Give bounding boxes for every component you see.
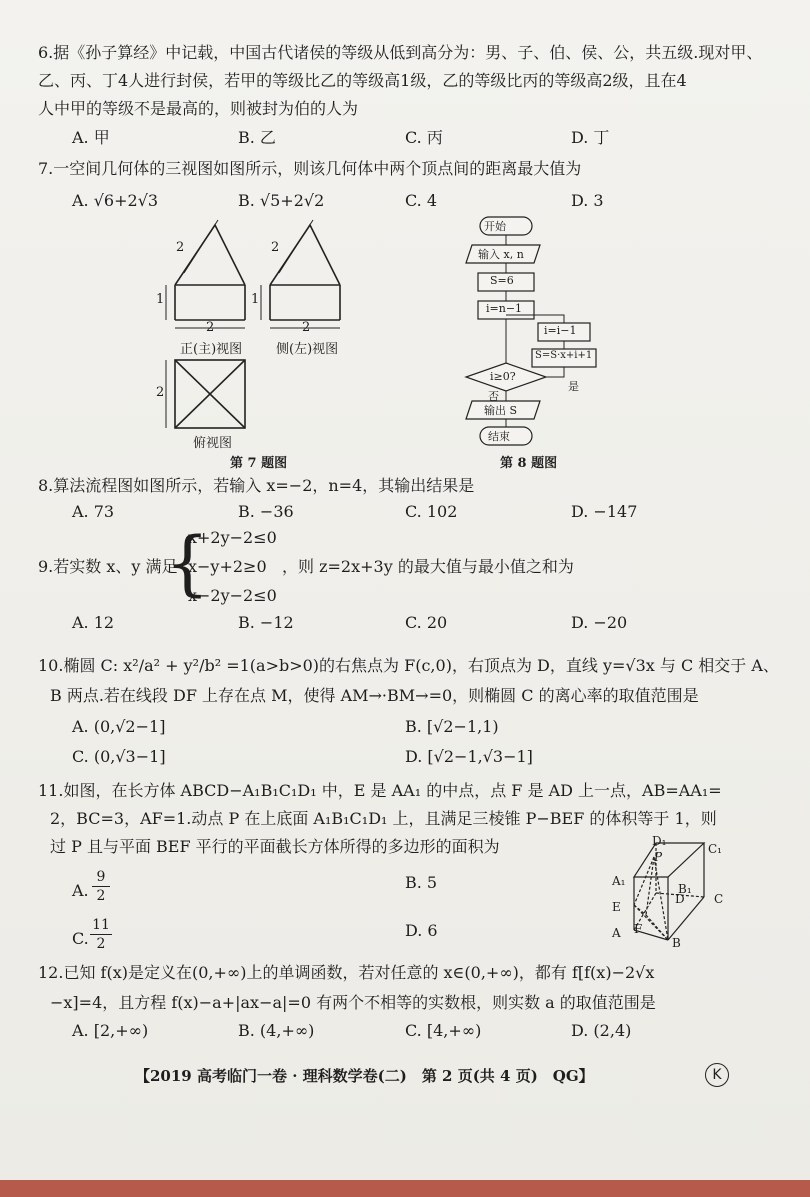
q10-option-c: C. (0,√3−1] xyxy=(72,747,166,766)
q9-constraint-1: x+2y−2≤0 xyxy=(188,528,277,547)
q7-line1: 7.一空间几何体的三视图如图所示，则该几何体中两个顶点间的距离最大值为 xyxy=(38,159,582,178)
fig7-side-dim-2: 2 xyxy=(271,240,280,255)
q12-line2: −x]=4，且方程 f(x)−a+|ax−a|=0 有两个不相等的实数根，则实数 a 的取值范围是 xyxy=(50,993,656,1012)
fig11-label-a1: A₁ xyxy=(612,874,626,888)
flow-update-s: S=S·x+i+1 xyxy=(535,350,593,361)
fig11-label-d1: D₁ xyxy=(652,834,667,848)
q9-option-c: C. 20 xyxy=(405,613,448,632)
q6-option-c: C. 丙 xyxy=(405,128,443,147)
q8-line1: 8.算法流程图如图所示，若输入 x=−2，n=4，其输出结果是 xyxy=(38,476,475,495)
q11-option-c-label: C. xyxy=(72,929,89,948)
q11-a-numerator: 9 xyxy=(92,868,110,887)
fig11-label-d: D xyxy=(675,892,685,906)
flow-input: 输入 x, n xyxy=(478,248,524,261)
q12-option-b: B. (4,+∞) xyxy=(238,1021,315,1040)
q11-line1: 11.如图，在长方体 ABCD−A₁B₁C₁D₁ 中，E 是 AA₁ 的中点，点 F 是 AD 上一点，AB=AA₁= xyxy=(38,781,722,800)
q10-option-d: D. [√2−1,√3−1] xyxy=(405,747,533,766)
flow-output: 输出 S xyxy=(484,404,518,417)
fig11-label-f: F xyxy=(634,922,643,936)
q11-a-denominator: 2 xyxy=(96,888,106,904)
fig7-side-caption: 侧(左)视图 xyxy=(276,342,339,357)
q9-suffix: ，则 z=2x+3y 的最大值与最小值之和为 xyxy=(282,557,574,576)
q9-option-a: A. 12 xyxy=(72,613,115,632)
fig7-front-dim-1: 1 xyxy=(156,292,165,307)
q11-option-c-fraction xyxy=(90,916,112,953)
q10-option-b: B. [√2−1,1) xyxy=(405,717,499,736)
q7-option-b: B. √5+2√2 xyxy=(238,191,325,210)
flow-no: 否 xyxy=(488,390,499,403)
q11-c-numerator: 11 xyxy=(90,916,112,935)
q10-line2: B 两点.若在线段 DF 上存在点 M，使得 AM→·BM→=0，则椭圆 C 的离心率的取值范围是 xyxy=(50,686,699,705)
q6-option-b: B. 乙 xyxy=(238,128,276,147)
fig7-top-dim-2: 2 xyxy=(156,385,165,400)
fig7-top-caption: 俯视图 xyxy=(193,436,233,451)
q11-line2: 2，BC=3，AF=1.动点 P 在上底面 A₁B₁C₁D₁ 上，且满足三棱锥 P−BEF 的体积等于 1，则 xyxy=(50,809,717,828)
q6-line1: 6.据《孙子算经》中记载，中国古代诸侯的等级从低到高分为：男、子、伯、侯、公，共五级.现对甲、 xyxy=(38,43,763,62)
page-footer: 【2019 高考临门一卷 · 理科数学卷(二) 第 2 页(共 4 页) QG】 xyxy=(135,1067,594,1085)
q9-brace: { xyxy=(165,522,210,604)
q7-option-a: A. √6+2√3 xyxy=(72,191,159,210)
q9-constraint-3: x−2y−2≤0 xyxy=(188,586,277,605)
q7-option-d: D. 3 xyxy=(571,191,604,210)
fig7-front-width-2: 2 xyxy=(206,320,215,335)
fig11-label-e: E xyxy=(612,900,621,914)
flow-s-init: S=6 xyxy=(490,274,514,287)
fig11-label-c1: C₁ xyxy=(708,842,722,856)
q7-option-c: C. 4 xyxy=(405,191,438,210)
flow-i-init: i=n−1 xyxy=(486,302,523,315)
q11-c-denominator: 2 xyxy=(96,936,106,952)
q11-option-a-fraction xyxy=(92,868,110,905)
q12-option-c: C. [4,+∞) xyxy=(405,1021,482,1040)
q11-option-a-label: A. xyxy=(72,881,89,900)
q10-option-a: A. (0,√2−1] xyxy=(72,717,166,736)
fig8-caption: 第 8 题图 xyxy=(500,456,558,471)
flow-end: 结束 xyxy=(488,430,510,443)
q11-option-d: D. 6 xyxy=(405,921,438,940)
flow-start: 开始 xyxy=(484,220,506,233)
front-view-roof xyxy=(175,225,245,285)
q8-option-b: B. −36 xyxy=(238,502,294,521)
q12-option-a: A. [2,+∞) xyxy=(72,1021,149,1040)
q11-option-b: B. 5 xyxy=(405,873,438,892)
flow-yes: 是 xyxy=(568,380,579,393)
fig7-front-dim-2: 2 xyxy=(176,240,185,255)
q9-prefix: 9.若实数 x、y 满足 xyxy=(38,557,178,576)
q8-option-c: C. 102 xyxy=(405,502,458,521)
q11-line3: 过 P 且与平面 BEF 平行的平面截长方体所得的多边形的面积为 xyxy=(50,837,500,856)
fig7-side-width-2: 2 xyxy=(302,320,311,335)
q9-constraint-2: x−y+2≥0 xyxy=(188,557,267,576)
q9-option-d: D. −20 xyxy=(571,613,628,632)
flow-update-i: i=i−1 xyxy=(544,324,577,337)
side-view-roof xyxy=(270,225,340,285)
fig7-front-caption: 正(主)视图 xyxy=(180,342,243,357)
q8-option-a: A. 73 xyxy=(72,502,115,521)
q6-line2: 乙、丙、丁4人进行封侯，若甲的等级比乙的等级高1级，乙的等级比丙的等级高2级，且在4 xyxy=(38,71,687,90)
bottom-red-strip xyxy=(0,1180,810,1197)
q6-option-d: D. 丁 xyxy=(571,128,610,147)
fig7-side-dim-1: 1 xyxy=(251,292,260,307)
fig11-label-c: C xyxy=(714,892,724,906)
fig11-label-p: P xyxy=(654,850,663,864)
q12-line1: 12.已知 f(x)是定义在(0,+∞)上的单调函数，若对任意的 x∈(0,+∞)，都有 f[f(x)−2√x xyxy=(38,963,655,982)
fig11-label-b1: B₁ xyxy=(678,882,692,896)
fig11-label-a: A xyxy=(612,926,621,940)
q12-option-d: D. (2,4) xyxy=(571,1021,632,1040)
circled-k-mark: K xyxy=(705,1063,729,1087)
q9-option-b: B. −12 xyxy=(238,613,294,632)
fig11-label-b: B xyxy=(672,936,681,950)
fig7-caption: 第 7 题图 xyxy=(230,456,288,471)
q6-line3: 人中甲的等级不是最高的，则被封为伯的人为 xyxy=(38,99,359,118)
flow-cond: i≥0? xyxy=(490,370,516,383)
q8-option-d: D. −147 xyxy=(571,502,638,521)
q10-line1: 10.椭圆 C: x²/a² + y²/b² =1(a>b>0)的右焦点为 F(c,0)，右顶点为 D，直线 y=√3x 与 C 相交于 A、 xyxy=(38,656,779,675)
q6-option-a: A. 甲 xyxy=(72,128,110,147)
